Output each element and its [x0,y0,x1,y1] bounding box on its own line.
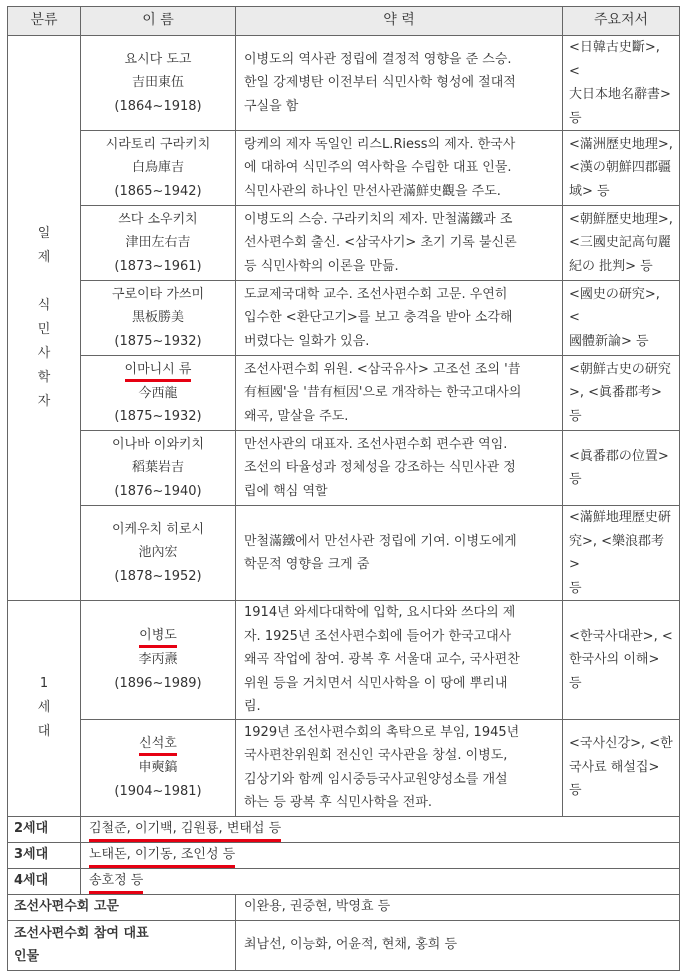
line: <朝鮮歷史地理>, [569,211,673,227]
line: 선사편수회 출신. <삼국사기> 초기 기록 불신론 [244,235,517,251]
line: >, <眞番郡考> 등 [569,385,662,424]
line: 稻葉岩吉 [131,460,184,476]
category-char: 1 [39,676,49,692]
person-works [563,506,680,601]
line: 1929년 조선사편수회의 촉탁으로 부임, 1945년 [244,724,520,740]
person-name [81,719,236,816]
header-works: 주요저서 [563,7,680,36]
line: <三國史記高句麗 [569,235,671,251]
table-row [8,431,680,506]
name-underline [139,734,177,756]
line: 등 [569,675,582,691]
line: 도쿄제국대학 교수. 조선사편수회 고문. 우연히 [244,286,508,302]
name-underline [139,626,177,648]
line: <國史の研究>, < [569,286,660,326]
line: 이병도 [139,628,177,644]
line: <滿鮮地理歷史硏 [569,510,671,525]
category-char: 학 [37,370,51,385]
line: 만철滿鐵에서 만선사관 정립에 기여. 이병도에게 [244,533,517,549]
line: 池內宏 [138,545,178,561]
line: 입수한 <환단고기>를 보고 충격을 받아 소각해 [244,310,513,326]
person-name [81,36,236,131]
person-works [563,206,680,281]
category-char: 식 [37,298,51,313]
line: 白鳥庫吉 [131,160,184,176]
line: <국사신강>, <한 [569,736,673,752]
line: (1865~1942) [114,183,202,199]
line: 이병도의 역사관 정립에 결정적 영향을 준 스승. [244,51,512,67]
line: 버렸다는 일화가 있음. [244,333,370,349]
others-row [8,894,680,920]
line: 등 [569,783,582,799]
line: 요시다 도고 [124,51,192,67]
category-char: 사 [37,346,51,361]
person-name [81,206,236,281]
line: 등 [569,110,582,126]
line: 申奭鎬 [138,760,178,775]
category-char: 자 [37,394,51,409]
generation-names [81,868,680,894]
others-label [8,920,236,970]
person-name [81,601,236,720]
line: 만선사관의 대표자. 조선사편수회 편수관 역임. [244,436,508,452]
line: <한국사대관>, < [569,628,673,644]
line: (1904~1981) [114,783,202,799]
line: (1873~1961) [114,258,202,274]
line: 大日本地名辭書> [569,87,671,102]
line: 有桓國'을 '昔有桓因'으로 개작하는 한국고대사의 [244,385,522,401]
label-line: 인물 [14,949,40,964]
line: 왜곡, 말살을 주도. [244,408,349,424]
line: <朝鮮古史の研究 [569,361,671,377]
line: 립에 핵심 역할 [244,483,328,499]
person-career [236,281,563,356]
line: 림. [244,699,261,714]
person-works [563,601,680,720]
others-row [8,920,680,970]
header-category: 분류 [8,7,81,36]
others-names: 최남선, 이능화, 어윤적, 현채, 홍희 등 [236,920,680,970]
line: (1896~1989) [114,675,202,691]
line: <漢の朝鮮四郡疆 [569,160,671,176]
label-line: 조선사편수회 고문 [14,899,119,915]
person-works [563,36,680,131]
person-career [236,36,563,131]
others-names: 이완용, 권중현, 박영효 등 [236,894,680,920]
generation-row [8,868,680,894]
line: 紀の 批判> 등 [569,258,653,274]
line: 랑케의 제자 독일인 리스L.Riess의 제자. 한국사 [244,136,516,152]
line: <滿洲歷史地理>, [569,136,673,152]
line: 이병도의 스승. 구라키치의 제자. 만철滿鐵과 조 [244,211,513,227]
line: 에 대하여 식민주의 역사학을 수립한 대표 인물. [244,160,512,176]
line: 國體新論> 등 [569,333,649,349]
line: 李丙燾 [138,652,178,668]
generation-row [8,842,680,868]
line: 조선사편수회 위원. <삼국유사> 고조선 조의 '昔 [244,361,521,377]
category-char: 민 [37,322,51,337]
category-colonial [8,36,81,601]
category-char: 제 [37,250,51,265]
label-line: 조선사편수회 참여 대표 [14,925,149,941]
generation-names [81,842,680,868]
line: 쓰다 소우키치 [118,211,198,227]
category-char: 일 [37,226,51,241]
line: 1914년 와세다대학에 입학, 요시다와 쓰다의 제 [244,605,516,620]
line: (1878~1952) [114,568,202,584]
names-underline [89,870,143,894]
generation-names [81,816,680,842]
person-career [236,131,563,206]
line: 등 [569,580,582,596]
category-char: 세 [37,700,51,716]
person-career [236,431,563,506]
line: 今西龍 [138,385,178,401]
names-text: 송호정 등 [89,872,144,888]
name-underline [125,360,192,382]
line: (1875~1932) [114,333,202,349]
person-works [563,431,680,506]
line: 국사료 해설집> [569,759,660,775]
line: <日韓古史斷>, < [569,40,660,79]
historians-table [7,6,680,971]
person-career [236,356,563,431]
person-works [563,281,680,356]
line: 이나바 이와키치 [111,436,205,452]
line: 域> 등 [569,183,610,199]
line: 학문적 영향을 크게 줌 [244,557,370,572]
header-row [8,7,680,36]
others-label [8,894,236,920]
table-row [8,281,680,356]
person-name [81,356,236,431]
line: 吉田東伍 [131,75,184,91]
line: 식민사관의 하나인 만선사관滿鮮史觀을 주도. [244,183,501,199]
line: 등 식민사학의 이론을 만듦. [244,258,399,274]
line: 黒板勝美 [131,310,184,326]
person-name [81,431,236,506]
line: 자. 1925년 조선사편수회에 들어가 한국고대사 [244,628,512,644]
table-row [8,206,680,281]
line: 위원 등을 거치면서 식민사학을 이 땅에 뿌리내 [244,675,508,691]
table-row [8,131,680,206]
person-name [81,281,236,356]
line: 왜곡 작업에 참여. 광복 후 서울대 교수, 국사편찬 [244,652,520,667]
line: 한일 강제병탄 이전부터 식민사학 형성에 절대적 [244,75,516,91]
names-text: 김철준, 이기백, 김원룡, 변태섭 등 [89,820,282,836]
line: 국사편찬위원회 전신인 국사관을 창설. 이병도, [244,748,508,763]
header-name: 이 름 [81,7,236,36]
line: 신석호 [139,736,177,751]
line: 김상기와 함께 임시중등국사교원양성소를 개설 [244,771,508,787]
table-row [8,506,680,601]
line: (1875~1932) [114,409,202,424]
line: 津田左右吉 [125,235,191,251]
generation-row [8,816,680,842]
names-text: 노태돈, 이기동, 조인성 등 [89,846,236,862]
table-row [8,356,680,431]
category-char: 대 [37,724,51,740]
table-row [8,719,680,816]
line: 등 [569,472,582,487]
person-name [81,506,236,601]
line: 하는 등 광복 후 식민사학을 전파. [244,795,433,810]
person-works [563,131,680,206]
generation-label: 4세대 [8,868,81,894]
table-row [8,36,680,131]
generation-label: 2세대 [8,816,81,842]
names-underline [89,818,281,842]
person-works [563,356,680,431]
person-career [236,719,563,816]
person-career [236,601,563,720]
line: 究>, <樂浪郡考> [569,533,665,572]
line: 구로이타 가쓰미 [111,286,205,302]
line: 이마니시 류 [124,361,192,377]
line: 조선의 타율성과 정체성을 강조하는 식민사관 정 [244,460,516,476]
line: 시라토리 구라키치 [105,136,211,152]
line: (1876~1940) [114,483,202,499]
line: <眞番郡の位置> [569,448,669,464]
table-row [8,601,680,720]
line: 한국사의 이해> [569,652,660,667]
line: 이케우치 히로시 [111,521,205,537]
person-career [236,206,563,281]
generation-label: 3세대 [8,842,81,868]
person-name [81,131,236,206]
person-works [563,719,680,816]
person-career [236,506,563,601]
names-underline [89,844,235,868]
line: 구실을 함 [244,98,299,114]
line: (1864~1918) [114,98,202,114]
header-career: 약 력 [236,7,563,36]
category-first-gen [8,601,81,817]
